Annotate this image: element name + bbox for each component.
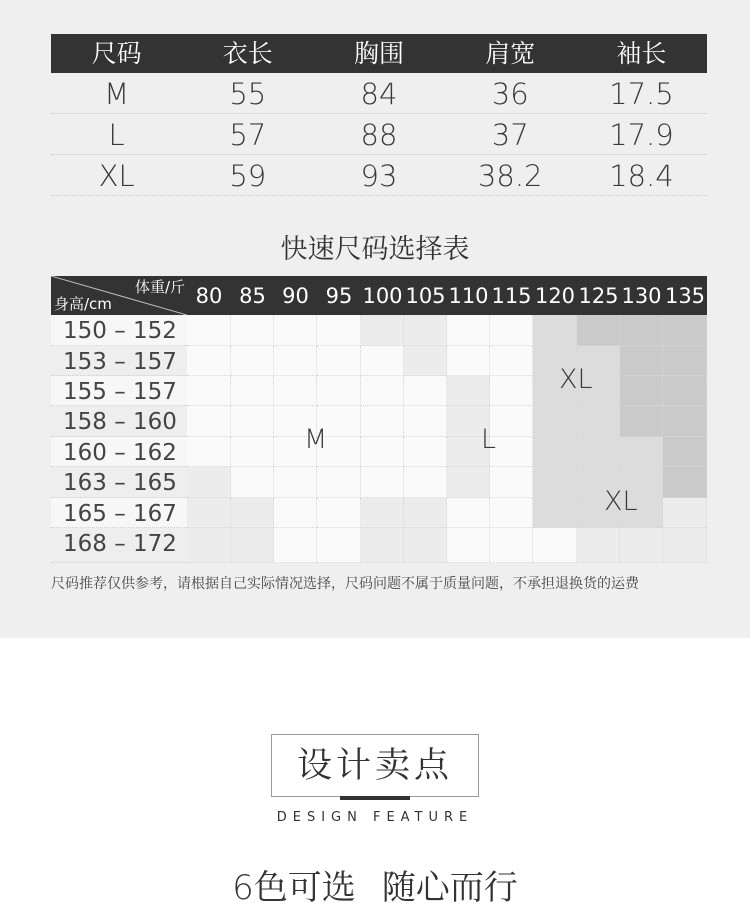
grid-cell (577, 528, 620, 563)
grid-cell (404, 437, 447, 467)
grid-cell (274, 315, 317, 346)
grid-cell (663, 376, 707, 406)
header-size: 尺码 (91, 39, 142, 68)
cell-sleeve: 18.4 (609, 159, 674, 193)
grid-cell (274, 376, 317, 406)
grid-cell (447, 528, 490, 563)
grid-cell (231, 376, 274, 406)
cell-length: 57 (229, 118, 267, 152)
grid-cell (663, 437, 707, 467)
cell-sleeve: 17.5 (609, 77, 674, 111)
cell-size: L (108, 118, 125, 152)
grid-cell (577, 406, 620, 437)
grid-cell (361, 346, 404, 376)
grid-cell (317, 346, 361, 376)
grid-cell (231, 498, 274, 528)
grid-cell (533, 467, 577, 498)
height-row-label: 150 – 152 (51, 315, 187, 346)
cell-sleeve: 17.9 (609, 118, 674, 152)
weight-column-header: 125 (578, 284, 619, 308)
grid-cell (187, 406, 231, 437)
header-length: 衣长 (222, 39, 273, 68)
grid-cell (187, 528, 231, 563)
grid-cell (663, 315, 707, 346)
grid-cell (490, 346, 533, 376)
grid-cell (490, 498, 533, 528)
height-row-label: 163 – 165 (51, 467, 187, 498)
grid-cell (231, 406, 274, 437)
grid-cell (620, 528, 663, 563)
grid-cell (663, 406, 707, 437)
grid-cell (490, 315, 533, 346)
quick-size-chart (51, 276, 707, 563)
weight-column-header: 100 (362, 284, 403, 308)
cell-bust: 88 (360, 118, 398, 152)
header-sleeve: 袖长 (616, 39, 667, 68)
grid-cell (187, 498, 231, 528)
grid-cell (447, 467, 490, 498)
grid-cell (620, 315, 663, 346)
grid-cell (361, 406, 404, 437)
grid-cell (490, 406, 533, 437)
grid-cell (490, 528, 533, 563)
chart-corner (51, 276, 187, 315)
cell-bust: 84 (360, 77, 398, 111)
grid-cell (620, 346, 663, 376)
height-row-label: 165 – 167 (51, 498, 187, 528)
grid-cell (274, 346, 317, 376)
grid-cell (231, 528, 274, 563)
weight-column-header: 130 (621, 284, 662, 308)
grid-cell (577, 315, 620, 346)
grid-cell (404, 528, 447, 563)
zone-label-l: L (481, 424, 497, 455)
grid-cell (317, 315, 361, 346)
zone-label-xl-lower: XL (604, 486, 638, 517)
grid-cell (447, 346, 490, 376)
height-row-label: 155 – 157 (51, 376, 187, 406)
weight-column-header: 110 (448, 284, 489, 308)
grid-cell (187, 315, 231, 346)
grid-cell (404, 467, 447, 498)
height-row-label: 160 – 162 (51, 437, 187, 467)
zone-label-xl: XL (559, 364, 593, 395)
cell-length: 55 (229, 77, 267, 111)
header-shoulder: 肩宽 (485, 39, 536, 68)
table-row (51, 73, 707, 114)
grid-cell (187, 467, 231, 498)
grid-cell (663, 498, 707, 528)
feature-title: 设计卖点 (296, 746, 453, 786)
grid-cell (317, 376, 361, 406)
table-row (51, 155, 707, 196)
size-table (51, 34, 707, 196)
grid-cell (533, 406, 577, 437)
size-disclaimer: 尺码推荐仅供参考，请根据自己实际情况选择，尺码问题不属于质量问题，不承担退换货的运费 (51, 576, 639, 592)
weight-column-header: 115 (491, 284, 532, 308)
grid-cell (620, 376, 663, 406)
grid-cell (533, 315, 577, 346)
grid-cell (620, 437, 663, 467)
grid-cell (404, 498, 447, 528)
slogan-freedom: 随心而行 (381, 868, 518, 908)
cell-length: 59 (229, 159, 267, 193)
grid-cell (361, 376, 404, 406)
grid-cell (231, 315, 274, 346)
weight-column-header: 80 (195, 284, 223, 308)
cell-shoulder: 37 (491, 118, 529, 152)
zone-label-m: M (304, 424, 328, 455)
grid-cell (187, 376, 231, 406)
grid-cell (490, 467, 533, 498)
grid-cell (361, 315, 404, 346)
slogan-colors: 6色可选 (232, 868, 356, 908)
table-row (51, 114, 707, 155)
grid-cell (533, 528, 577, 563)
height-row-label: 153 – 157 (51, 346, 187, 376)
grid-cell (490, 437, 533, 467)
slogan (0, 860, 750, 909)
cell-bust: 93 (360, 159, 398, 193)
grid-cell (231, 437, 274, 467)
height-row-label: 158 – 160 (51, 406, 187, 437)
grid-cell (231, 346, 274, 376)
grid-cell (274, 528, 317, 563)
weight-column-header: 85 (239, 284, 266, 308)
grid-cell (447, 498, 490, 528)
grid-cell (274, 498, 317, 528)
grid-cell (361, 467, 404, 498)
grid-cell (620, 406, 663, 437)
grid-cell (317, 528, 361, 563)
grid-cell (490, 376, 533, 406)
grid-cell (404, 376, 447, 406)
cell-size: XL (98, 159, 135, 193)
grid-cell (274, 467, 317, 498)
feature-title-box (271, 734, 479, 797)
header-bust: 胸围 (354, 39, 405, 68)
grid-cell (317, 498, 361, 528)
grid-cell (361, 528, 404, 563)
grid-cell (404, 315, 447, 346)
grid-cell (361, 498, 404, 528)
weight-axis-label: 体重/斤 (134, 278, 185, 296)
cell-shoulder: 36 (491, 77, 529, 111)
grid-cell (663, 528, 707, 563)
size-table-header (51, 34, 707, 73)
weight-column-header: 90 (282, 284, 309, 308)
cell-shoulder: 38.2 (477, 159, 543, 193)
weight-column-header: 135 (664, 284, 706, 308)
grid-cell (663, 467, 707, 498)
quick-chart-title: 快速尺码选择表 (280, 234, 470, 265)
grid-cell (533, 498, 577, 528)
weight-column-header: 120 (534, 284, 576, 308)
grid-cell (404, 406, 447, 437)
grid-cell (231, 467, 274, 498)
grid-cell (404, 346, 447, 376)
grid-cell (447, 315, 490, 346)
grid-cell (533, 437, 577, 467)
grid-cell (663, 346, 707, 376)
grid-cell (577, 437, 620, 467)
grid-cell (317, 467, 361, 498)
grid-cell (187, 346, 231, 376)
grid-cell (361, 437, 404, 467)
feature-underline (340, 796, 410, 800)
cell-size: M (104, 77, 130, 111)
weight-column-header: 105 (405, 284, 446, 308)
height-axis-label: 身高/cm (54, 295, 112, 313)
grid-cell (447, 376, 490, 406)
feature-subtitle: DESIGN FEATURE (276, 810, 474, 825)
grid-cell (187, 437, 231, 467)
height-row-label: 168 – 172 (51, 528, 187, 563)
weight-column-header: 95 (325, 284, 353, 308)
